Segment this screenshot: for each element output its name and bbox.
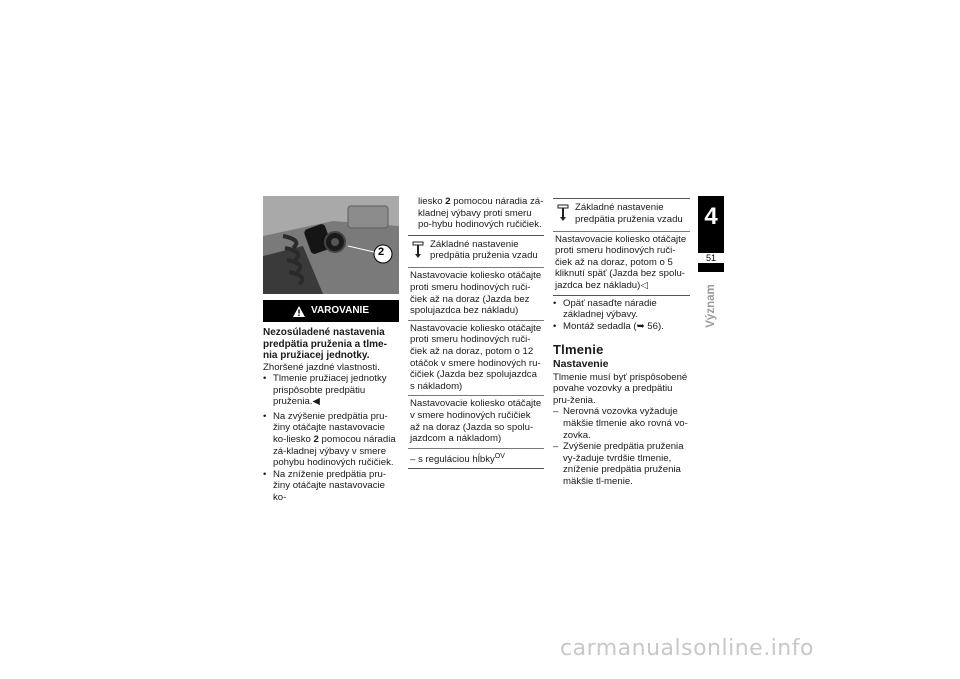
instruction-list xyxy=(263,411,399,504)
callout-ref: 2 xyxy=(313,434,319,446)
column-2 xyxy=(408,196,544,469)
warning-text: Zhoršené jazdné vlastnosti. xyxy=(263,361,380,373)
list-item: • Montáž sedadla (➥ 56). xyxy=(553,321,690,333)
table-header-text: Základné nastavenie predpätia pruženia vzadu xyxy=(575,202,683,225)
warning-list xyxy=(263,373,399,408)
chapter-side-label: Význam xyxy=(705,284,717,328)
wrench-icon xyxy=(412,239,426,263)
list-item: • Tlmenie pružiacej jednotky prispôsobte predpätiu pruženia.◀ xyxy=(263,373,399,408)
spring-adjuster-photo xyxy=(263,196,399,294)
spring-preload-table-cont xyxy=(553,198,690,296)
table-row: Nastavovacie koliesko otáčajte proti smeru hodinových ruči-čiek až na doraz (Jazda bez spolujazdca bez nákladu) xyxy=(408,268,544,320)
warning-title: Nezosúladené nastavenia predpätia pruženia a tlme-nia pružiacej jednotky. xyxy=(263,327,387,361)
list-item: – Zvýšenie predpätia pruženia vy-žaduje tvrdšie tlmenie, zníženie predpätia pruženia mäkšie tl-menie. xyxy=(553,441,690,487)
body-text: Tlmenie musí byť prispôsobené povahe vozovky a predpätiu pru-ženia. xyxy=(553,371,688,406)
column-3 xyxy=(553,196,690,487)
warning-triangle-icon xyxy=(293,306,305,317)
table-row: Nastavovacie koliesko otáčajte v smere hodinových ručičiek až na doraz (Jazda so spolu-jazdcom a nákladom) xyxy=(408,396,544,448)
warning-label: VAROVANIE xyxy=(311,305,369,317)
wrench-icon xyxy=(557,202,571,226)
continued-text: liesko 2 pomocou náradia zá-kladnej výbavy proti smeru po-hybu hodinových ručičiek. xyxy=(418,196,544,231)
option-marker: OV xyxy=(494,452,505,460)
section-heading: Tlmenie xyxy=(553,342,604,358)
watermark: carmanualsonline.info xyxy=(560,636,814,661)
page-number: 51 xyxy=(698,253,724,263)
table-row: Nastavovacie koliesko otáčajte proti smeru hodinových ruči-čiek až na doraz, potom o 12 otáčok v smere hodinových ru-čičiek (Jazda bez spolujazdca s nákladom) xyxy=(408,321,544,397)
spring-preload-table xyxy=(408,235,544,470)
dash-list xyxy=(553,406,690,487)
warning-banner xyxy=(263,300,399,322)
list-item: – Nerovná vozovka vyžaduje mäkšie tlmenie ako rovná vo-zovka. xyxy=(553,406,690,441)
table-header xyxy=(408,236,544,269)
table-row: Nastavovacie koliesko otáčajte proti smeru hodinových ruči-čiek až na doraz, potom o 5 kliknutí späť (Jazda bez spolu-jazdca bez nákladu)◁ xyxy=(555,233,687,291)
list-item: • Na zvýšenie predpätia pru-žiny otáčajte nastavovacie ko-liesko 2 pomocou náradia zá-kladnej výbavy v smere pohybu hodinových ručičiek. xyxy=(263,411,399,469)
column-1 xyxy=(263,196,399,504)
figure-callout: 2 xyxy=(378,246,385,258)
list-item: • Na zníženie predpätia pru-žiny otáčajte nastavovacie ko- xyxy=(263,469,399,504)
list-item: • Opäť nasaďte náradie základnej výbavy. xyxy=(553,298,690,321)
spring-adjuster-illustration xyxy=(263,196,399,294)
instruction-list xyxy=(553,298,690,333)
callout-ref: 2 xyxy=(445,196,451,207)
subsection-heading: Nastavenie xyxy=(553,357,609,370)
table-header-text: Základné nastavenie predpätia pruženia vzadu xyxy=(430,238,538,262)
table-row: – s reguláciou hĺbky$^{OV}$ xyxy=(410,452,505,465)
table-header xyxy=(553,199,690,232)
chapter-number: 4 xyxy=(704,203,718,230)
